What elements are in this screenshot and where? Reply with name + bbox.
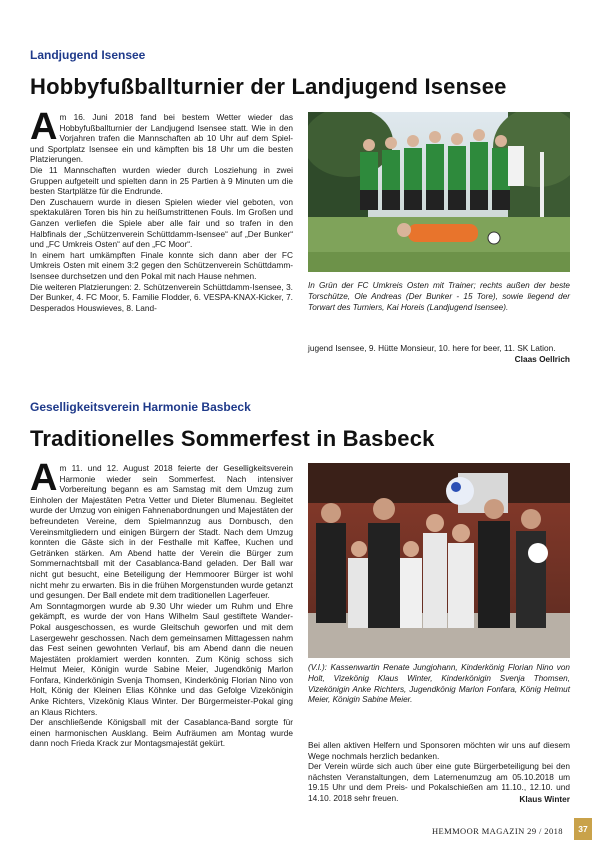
paragraph: jugend Isensee, 9. Hütte Monsieur, 10. here for beer, 11. SK Lation. [308, 343, 556, 353]
paragraph: m 11. und 12. August 2018 feierte der Geselligkeitsverein Harmonie wieder sein Sommerfest. Nach intensiver Vorbereitung begann es am Samstag mit dem Umzug zum Einholen der Majestäten Petra Vetter und Dieter Blumenau. Begleitet wurde der Umzug von einigen Fahnenabordnungen und Majestäten der befreundeten Vereine, dem Spielmannzug aus Dornbusch, den Vereinsmitgliedern und einigen Bürgern der Stadt. Nach dem Umzug konnten die Gäste sich in der Festhalle mit Kaffee, Kuchen und Getränken stärken. Am Abend hatte der Verein die Bürger zum Sommernachtsball mit der Casablanca-Band geladen. Der Ball war nicht gut besucht, eine Beteiligung der Hemmoorer Bürger ist wohl nicht mehr zu erwarten. Bis in die frühen Morgenstunden wurde getanzt und gesungen. Der Ball endete mit dem traditionellen Lagerfeuer. [30, 463, 293, 601]
section-heading-harmonie: Geselligkeitsverein Harmonie Basbeck [30, 400, 251, 414]
paragraph: In einem hart umkämpften Finale konnte sich dann aber der FC Umkreis Osten mit einem 3:2 gegen den Schützenverein Schüttdamm-Isensee durchsetzen und den Pokal mit nach Hause nehmen. [30, 249, 293, 281]
section-heading-landjugend: Landjugend Isensee [30, 48, 146, 62]
author-signature: Klaus Winter [519, 794, 570, 804]
article1-column-right [308, 343, 570, 354]
paragraph: Die 11 Mannschaften wurden wieder durch Losziehung in zwei Gruppen aufgeteilt und spielten dann in 25 Partien à 9 Minuten um die besten Startplätze für die Endrunde. [30, 164, 293, 197]
page-number: 37 [574, 818, 592, 840]
majesties-photo-image [308, 463, 570, 658]
dropcap: A [30, 106, 58, 148]
paragraph: Am Sonntagmorgen wurde ab 9.30 Uhr wieder um Ruhm und Ehre gekämpft, es wurde der von Hans Wilhelm Saul gestiftete Wander-Pokal ausgeschossen, es wurde Gleitschuh geworfen und mit dem Lasergewehr geschossen. Nach dem gemeinsamen Mittagessen nahm das Fest seinen gewohnten Verlauf, bis am Abend dann die neuen Majestäten proklamiert werden konnten. Zum König schoss sich Helmut Meier, Königin wurde Sabine Meier, Jugendkönig Marlon Fonfara, Kinderkönigin Svenja Thomsen, Kinderkönig Florian Nino von Holt, König der Kleinen Elias Köhnke und das Gefolge Vizekönigin Anke Richters, Vizekönig Klaus Winter. Der Bürgermeister-Pokal ging an Klaus Richters. [30, 600, 293, 717]
paragraph: Der anschließende Königsball mit der Casablanca-Band sorgte für einen harmonischen Ausklang. Beim Aufräumen am Montag wurde dann noch Frieda Krack zur Montagsmajestät gekürt. [30, 717, 293, 749]
photo-caption: In Grün der FC Umkreis Osten mit Trainer; rechts außen der beste Torschütze, Ole Andreas (Der Bunker - 15 Tore), sowie liegend der Torwart des Turniers, Kai Horeis (Landjugend Isensee). [308, 281, 570, 312]
article-title-hobbyfussball: Hobbyfußballturnier der Landjugend Isensee [30, 74, 507, 99]
author-signature: Claas Oellrich [514, 354, 570, 364]
article-title-sommerfest: Traditionelles Sommerfest in Basbeck [30, 426, 435, 451]
paragraph: Den Zuschauern wurde in diesen Spielen wieder viel geboten, von spektakulären Toren bis hin zu heißumstrittenen Fouls. Im Großen und Ganzen verliefen die Spiele aber alle fair und so trafen in den Halbfinals der „Schützenverein Schüttdamm-Isensee“ auf „Der Bunker“ und „FC Umkreis Osten“ auf den „FC Moor“. [30, 196, 293, 250]
article2-column-left [30, 457, 293, 749]
paragraph: Der Verein würde sich auch über eine gute Bürgerbeteiligung bei den nächsten Veranstaltungen, dem Laternenumzug am 05.10.2018 um 19.15 Uhr und dem Preis- und Pokalschießen am 11.10., 12.10. und 14.10. 2018 sehr freuen. [308, 761, 570, 803]
dropcap: A [30, 457, 58, 499]
team-photo-image [308, 112, 570, 272]
photo-caption: (V.l.): Kassenwartin Renate Jungjohann, Kinderkönig Florian Nino von Holt, Vizekönig Klaus Winter, Kinderkönigin Svenja Thomsen, Vizekönigin Anke Richters, Jugendkönig Marlon Fonfara, König Helmut Meier, Königin Sabine Meier. [308, 663, 570, 705]
team-photo [308, 112, 570, 272]
magazine-name: HEMMOOR MAGAZIN 29 / 2018 [432, 826, 563, 836]
paragraph: Die weiteren Platzierungen: 2. Schützenverein Schüttdamm-Isensee, 3. Der Bunker, 4. FC Moor, 5. Familie Flodder, 6. VESPA-KNAX-Kicker, 7. Desperados Houswieves, 8. Land- [30, 281, 293, 313]
article1-column-left [30, 106, 293, 313]
paragraph: Bei allen aktiven Helfern und Sponsoren möchten wir uns auf diesem Wege nochmals herzlich bedanken. [308, 740, 570, 761]
paragraph: m 16. Juni 2018 fand bei bestem Wetter wieder das Hobbyfußballturnier der Landjugend Isensee statt. Wie in den Vorjahren trafen die Mannschaften ab 10 Uhr auf dem Spiel- und Sportplatz Isensee ein und kämpften bis 18 Uhr um die besten Platzierungen. [30, 112, 293, 165]
majesties-photo [308, 463, 570, 658]
